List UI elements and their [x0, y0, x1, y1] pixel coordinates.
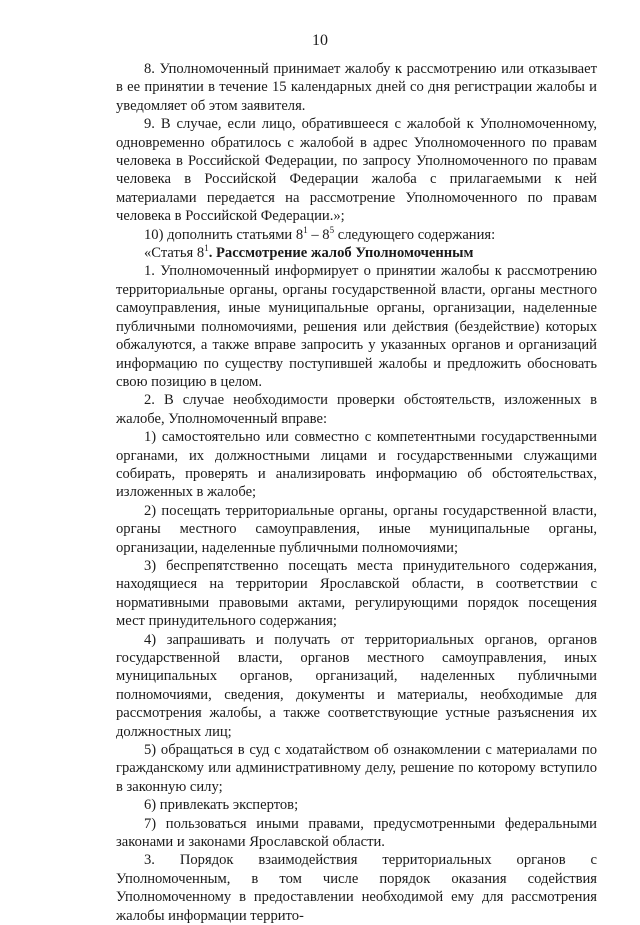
page-number: 10 — [312, 32, 328, 49]
list-item-5: 5) обращаться в суд с ходатайством об ознакомлении с материалами по гражданскому или административному делу, решение по которому вступило в законную силу; — [116, 742, 597, 795]
list-item-2: 2) посещать территориальные органы, органы государственной власти, органы местного самоуправления, иные муниципальные органы, организации, наделенные публичными полномочиями; — [116, 502, 597, 556]
article-heading-prefix: «Статья 8 — [144, 245, 205, 262]
paragraph-9: 9. В случае, если лицо, обратившееся с жалобой к Уполномоченному, одновременно обратилось с жалобой в адрес Уполномоченного по правам человека в Российской Федерации, по запросу Уполномоченного по правам человека в Российской Федерации жалоба с прилагаемыми к ней материалами передается на рассмотрение Уполномоченного по правам человека в Российской Федерации.»; — [116, 116, 597, 225]
paragraph-10 — [116, 226, 597, 244]
list-item-1: 1) самостоятельно или совместно с компетентными государственными органами, их должностными лицами и государственными служащими собирать, проверять и анализировать информацию об обстоятельствах, изложенных в жалобе; — [116, 429, 597, 501]
article-heading — [116, 244, 597, 262]
superscript: 5 — [329, 224, 335, 235]
list-item-4: 4) запрашивать и получать от территориальных органов, органов государственной власти, органов местного самоуправления, иных муниципальных органов, организаций, наделенных публичными полномочиями, сведения, документы и материалы, необходимые для рассмотрения жалобы, а также соответствующие устные разъяснения их должностных лиц; — [116, 631, 597, 740]
list-item-7: 7) пользоваться иными правами, предусмотренными федеральными законами и законами Ярославской области. — [116, 815, 597, 851]
superscript: 1 — [204, 243, 209, 254]
document-body — [116, 60, 597, 925]
paragraph-10-text: 10) дополнить статьями 8 — [144, 226, 304, 243]
section-1: 1. Уполномоченный информирует о принятии жалобы к рассмотрению территориальные органы, органы государственной власти, органы местного самоуправления, иные муниципальные органы, организации, наделенные публичными полномочиями, решения или действия (бездействие) которых обжалуются, а также вправе запросить у указанных органов и организаций информацию по существу поступившей жалобы и предложить обосновать свою позицию в целом. — [116, 263, 597, 390]
article-heading-title: . Рассмотрение жалоб Уполномоченным — [208, 245, 474, 262]
paragraph-8: 8. Уполномоченный принимает жалобу к рассмотрению или отказывает в ее принятии в течение 15 календарных дней со дня регистрации жалобы и уведомляет об этом заявителя. — [116, 61, 597, 114]
list-item-6: 6) привлекать экспертов; — [144, 797, 299, 814]
section-2: 2. В случае необходимости проверки обстоятельств, изложенных в жалобе, Уполномоченный вправе: — [116, 392, 597, 427]
list-item-3: 3) беспрепятственно посещать места принудительного содержания, находящиеся на территории Ярославской области, в соответствии с нормативными правовыми актами, регулирующими порядок посещения мест принудительного содержания; — [116, 557, 597, 630]
paragraph-10-dash: – 8 — [307, 226, 330, 243]
superscript: 1 — [303, 224, 308, 235]
section-3: 3. Порядок взаимодействия территориальных органов с Уполномоченным, в том числе порядок оказания содействия Уполномоченному в предоставлении необходимой ему для рассмотрения жалобы информации террито- — [116, 852, 597, 924]
paragraph-10-tail: следующего содержания: — [334, 226, 496, 243]
